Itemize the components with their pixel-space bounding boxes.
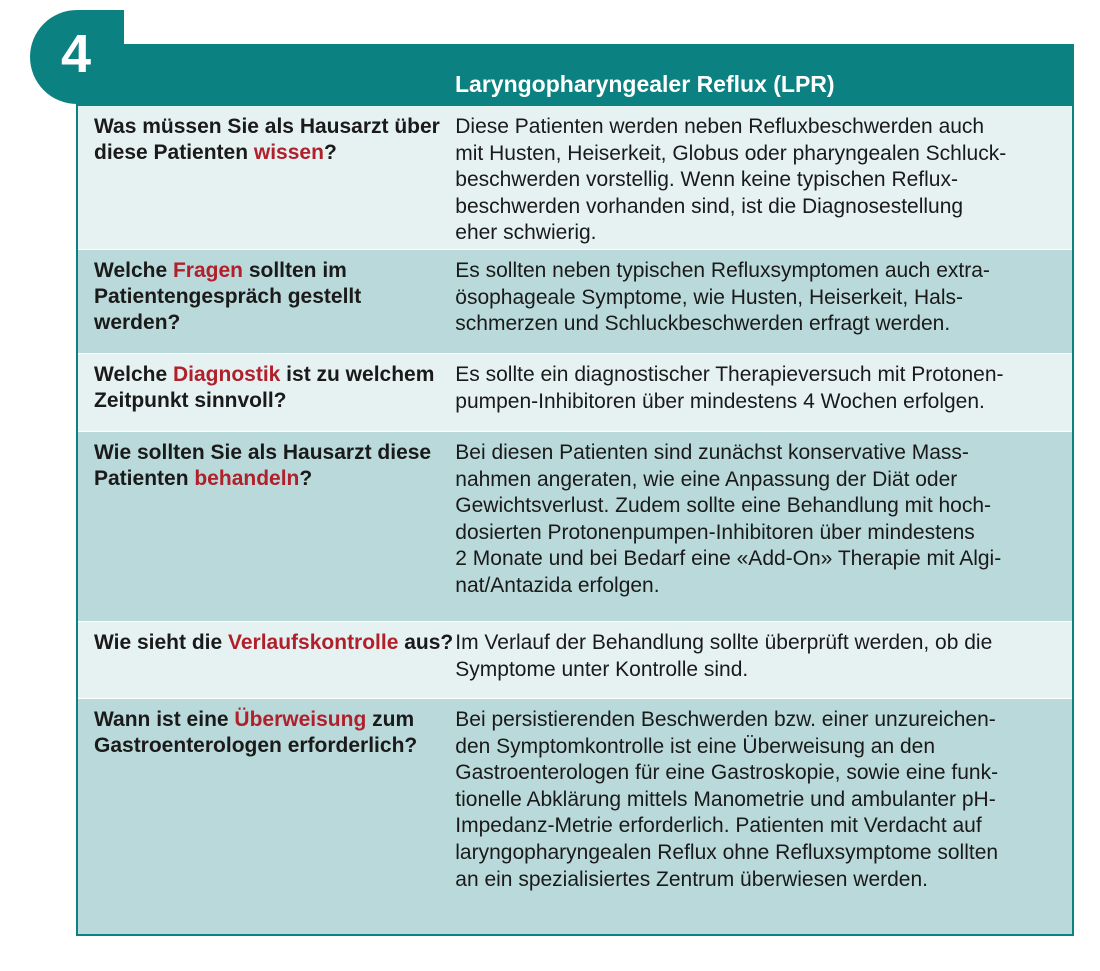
table-title: Laryngopharyngealer Reflux (LPR) [455,71,835,97]
answer-line: mit Husten, Heiserkeit, Globus oder pharyngealen Schluck- [455,141,1007,165]
question-text-end: aus? [398,631,454,654]
answer-line: Es sollte ein diagnostischer Therapieversuch mit Protonen- [455,363,1004,386]
answer-line: Bei persistierenden Beschwerden bzw. einer unzureichen- [455,708,996,731]
question-keyword: wissen [253,141,324,164]
table-row [78,699,1072,934]
table-row [78,106,1072,250]
question-cell [78,362,453,431]
question-cell [78,630,453,698]
section-number-badge [30,10,124,104]
answer-cell [453,707,1072,934]
answer-line: Es sollten neben typischen Refluxsymptomen auch extra- [455,259,990,282]
answer-line: Bei diesen Patienten sind zunächst konservative Mass- [455,441,969,464]
table-row [78,622,1072,699]
answer-line: laryngopharyngealen Reflux ohne Refluxsymptome sollten [455,840,999,864]
answer-line: an ein spezialisiertes Zentrum überwiesen werden. [455,867,929,891]
answer-line: Diese Patienten werden neben Refluxbeschwerden auch [455,115,985,138]
answer-line: nat/Antazida erfolgen. [455,573,660,597]
answer-line: Im Verlauf der Behandlung sollte überprüft werden, ob die [455,631,993,654]
question-text: Wann ist eine [94,708,235,731]
table-row [78,250,1072,354]
answer-line: nahmen angeraten, wie eine Anpassung der Diät oder [455,467,958,491]
question-cell [78,258,453,353]
question-text: Welche [94,259,173,282]
question-keyword: Diagnostik [172,363,281,386]
question-text: Wie sollten Sie als Hausarzt diese Patienten [94,441,432,490]
answer-cell [453,362,1072,431]
lpr-info-table [76,44,1074,936]
answer-line: beschwerden vorstellig. Wenn keine typischen Reflux- [455,168,958,192]
table-row [78,432,1072,622]
answer-line: 2 Monate und bei Bedarf eine «Add-On» Therapie mit Algi- [455,547,1002,571]
answer-cell [453,114,1072,249]
answer-line: ösophageale Symptome, wie Husten, Heiserkeit, Hals- [455,285,963,309]
question-keyword: behandeln [194,467,300,490]
answer-line: eher schwierig. [455,221,597,245]
answer-line: den Symptomkontrolle ist eine Überweisung an den [455,734,936,758]
answer-line: Gastroenterologen für eine Gastroskopie, sowie eine funk- [455,761,999,785]
question-text-end: ist zu welchem Zeitpunkt sinnvoll? [94,363,435,412]
question-keyword: Verlaufskontrolle [228,631,399,654]
question-keyword: Überweisung [234,708,367,731]
answer-line: beschwerden vorhanden sind, ist die Diagnosestellung [455,194,964,218]
answer-line: tionelle Abklärung mittels Manometrie und ambulanter pH- [455,787,996,811]
question-text: Welche [94,363,173,386]
answer-cell [453,440,1072,621]
table-row [78,354,1072,432]
question-text: Wie sieht die [94,631,229,654]
question-keyword: Fragen [172,259,243,282]
answer-line: Gewichtsverlust. Zudem sollte eine Behandlung mit hoch- [455,494,992,518]
question-cell [78,440,453,621]
answer-line: Impedanz-Metrie erforderlich. Patienten mit Verdacht auf [455,814,982,838]
answer-line: pumpen-Inhibitoren über mindestens 4 Wochen erfolgen. [455,389,985,413]
question-text-end: ? [299,467,313,490]
question-cell [78,707,453,934]
table-header [78,46,1072,106]
answer-cell [453,258,1072,353]
answer-cell [453,630,1072,698]
question-text-end: sollten im Patientengespräch gestellt werden? [94,259,362,334]
question-text-end: ? [323,141,337,164]
answer-line: dosierten Protonenpumpen-Inhibitoren über mindestens [455,520,975,544]
answer-line: Symptome unter Kontrolle sind. [455,657,749,681]
question-text-end: zum Gastroenterologen erforderlich? [94,708,418,757]
question-text: Was müssen Sie als Hausarzt über diese Patienten [94,115,440,164]
section-number: 4 [60,24,92,84]
answer-line: schmerzen und Schluckbeschwerden erfragt werden. [455,312,951,336]
question-cell [78,114,453,249]
